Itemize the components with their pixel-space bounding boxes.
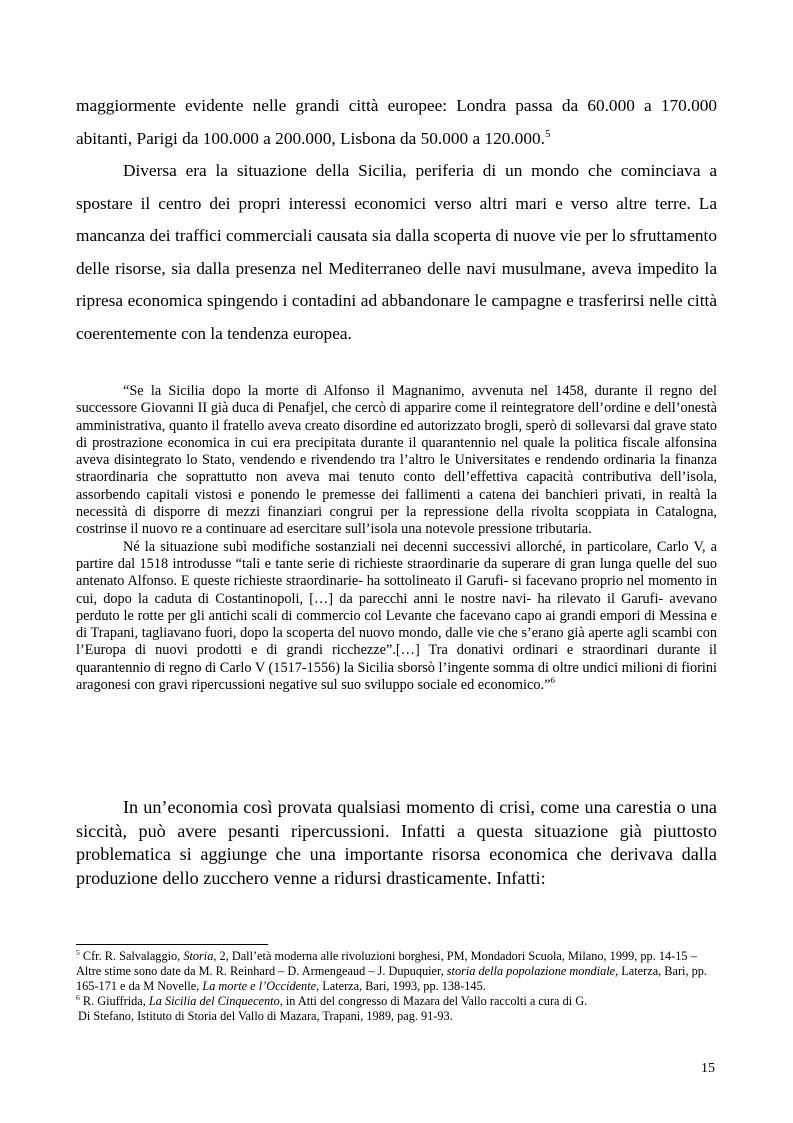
footnote-title: storia della popolazione mondiale, xyxy=(446,964,619,978)
footnote-6 xyxy=(76,994,717,1009)
body-paragraph-3 xyxy=(76,796,717,890)
footnote-separator xyxy=(76,944,268,945)
footnote-6-continued: Di Stefano, Istituto di Storia del Vallo di Mazara, Trapani, 1989, pag. 91-93. xyxy=(78,1009,453,1023)
footnote-reference-6[interactable]: 6 xyxy=(550,675,555,686)
page-number: 15 xyxy=(701,1061,715,1076)
footnote-text: Laterza, Bari, 1993, pp. 138-145. xyxy=(319,979,486,993)
body-paragraph-2 xyxy=(76,155,717,351)
footnote-text: Cfr. R. Salvalaggio, xyxy=(79,949,184,963)
footnote-text: , 2, Dall’età moderna alle rivoluzioni borghesi, PM, Mondadori Scuola, Milano, 1999, pp. 14-15 – Altre stime sono date da M. R. Reinhard – D. Armengeaud – J. Dupuquier, xyxy=(76,949,697,978)
paragraph-text: Diversa era la situazione della Sicilia, periferia di un mondo che cominciava a spostare il centro dei propri interessi economici verso altri mari e verso altre terre. La mancanza dei traffici commerciali causata sia dalla scoperta di nuove vie per lo sfruttamento delle risorse, sia dalla presenza nel Mediterraneo delle navi musulmane, aveva impedito la ripresa economica spingendo i contadini ad abbandonare le campagne e trasferirsi nelle città coerentemente con la tendenza europea. xyxy=(76,161,717,343)
footnote-text: R. Giuffrida, xyxy=(79,994,149,1008)
footnote-5 xyxy=(76,949,717,994)
body-paragraph-1 xyxy=(76,90,717,155)
footnote-title: Storia xyxy=(183,949,214,963)
quote-paragraph-1: “Se la Sicilia dopo la morte di Alfonso il Magnanimo, avvenuta nel 1458, durante il regno del successore Giovanni II già duca di Penafjel, che cercò di apparire come il reintegratore dell’ordine e dell’onestà amministrativa, quanto il fratello aveva creato disordine ed autorizzato brogli, sperò di sollevarsi dal grave stato di prostrazione economica in cui era precipitata durante il quarantennio nel quale la politica fiscale alfonsina aveva disintegrato lo Stato, vendendo e rivendendo tra l’altro le Universitates e rendendo ordinaria la finanza straordinaria che soprattutto non aveva mai tenuto conto dell’effettiva capacità contributiva dell’isola, assorbendo capitali vistosi e ponendo le premesse dei fallimenti a catena dei banchieri privati, in realtà la necessità di disporre di mezzi finanziari congrui per la repressione della rivolta scoppiata in Catalogna, costrinse il nuovo re a continuare ad esercitare sull’isola una notevole pressione tributaria. xyxy=(76,383,717,538)
block-quote xyxy=(76,383,717,694)
quote-paragraph-2: Né la situazione subì modifiche sostanziali nei decenni successivi allorché, in particolare, Carlo V, a partire dal 1518 introdusse “tali e tante serie di richieste straordinarie da superare di gran lunga quelle del suo antenato Alfonso. E queste richieste straordinarie- ha sottolineato il Garufi- si facevano proprio nel momento in cui, dopo la caduta di Costantinopoli, […] da parecchi anni le nostre navi- ha rilevato il Garufi- avevano perduto le rotte per gli antichi scali di commercio col Levante che facevano capo ai grandi empori di Messina e di Trapani, tagliavano fuori, dopo la scoperta del nuovo mondo, dalle vie che s’erano già aperte agli scambi con l’Europa di nuovi prodotti e di grandi ricchezze”.[…] Tra donativi ordinari e straordinari durante il quarantennio di regno di Carlo V (1517-1556) la Sicilia sborsò l’ingente somma di oltre undici milioni di fiorini aragonesi con gravi ripercussioni negative sul suo sviluppo sociale ed economico.” xyxy=(76,538,717,694)
footnote-mark: 5 xyxy=(76,947,80,957)
footnote-text: Laterza, Bari, pp. 165-171 e da M Novelle, xyxy=(76,964,707,993)
footnote-text: in Atti del congresso di Mazara del Vallo raccolti a cura di G. xyxy=(282,994,588,1008)
footnote-title: La morte e l’Occidente, xyxy=(202,979,320,993)
paragraph-text: maggiormente evidente nelle grandi città europee: Londra passa da 60.000 a 170.000 abitanti, Parigi da 100.000 a 200.000, Lisbona da 50.000 a 120.000. xyxy=(76,96,717,148)
footnote-title: La Sicilia del Cinquecento, xyxy=(148,994,283,1008)
footnote-reference-5[interactable]: 5 xyxy=(544,127,551,140)
footnote-mark: 6 xyxy=(76,992,80,1002)
footnotes xyxy=(76,949,717,1024)
paragraph-text: In un’economia così provata qualsiasi momento di crisi, come una carestia o una siccità, può avere pesanti ripercussioni. Infatti a questa situazione già piuttosto problematica si aggiunge che una importante risorsa economica che derivava dalla produzione dello zucchero venne a ridursi drasticamente. Infatti: xyxy=(76,797,717,888)
